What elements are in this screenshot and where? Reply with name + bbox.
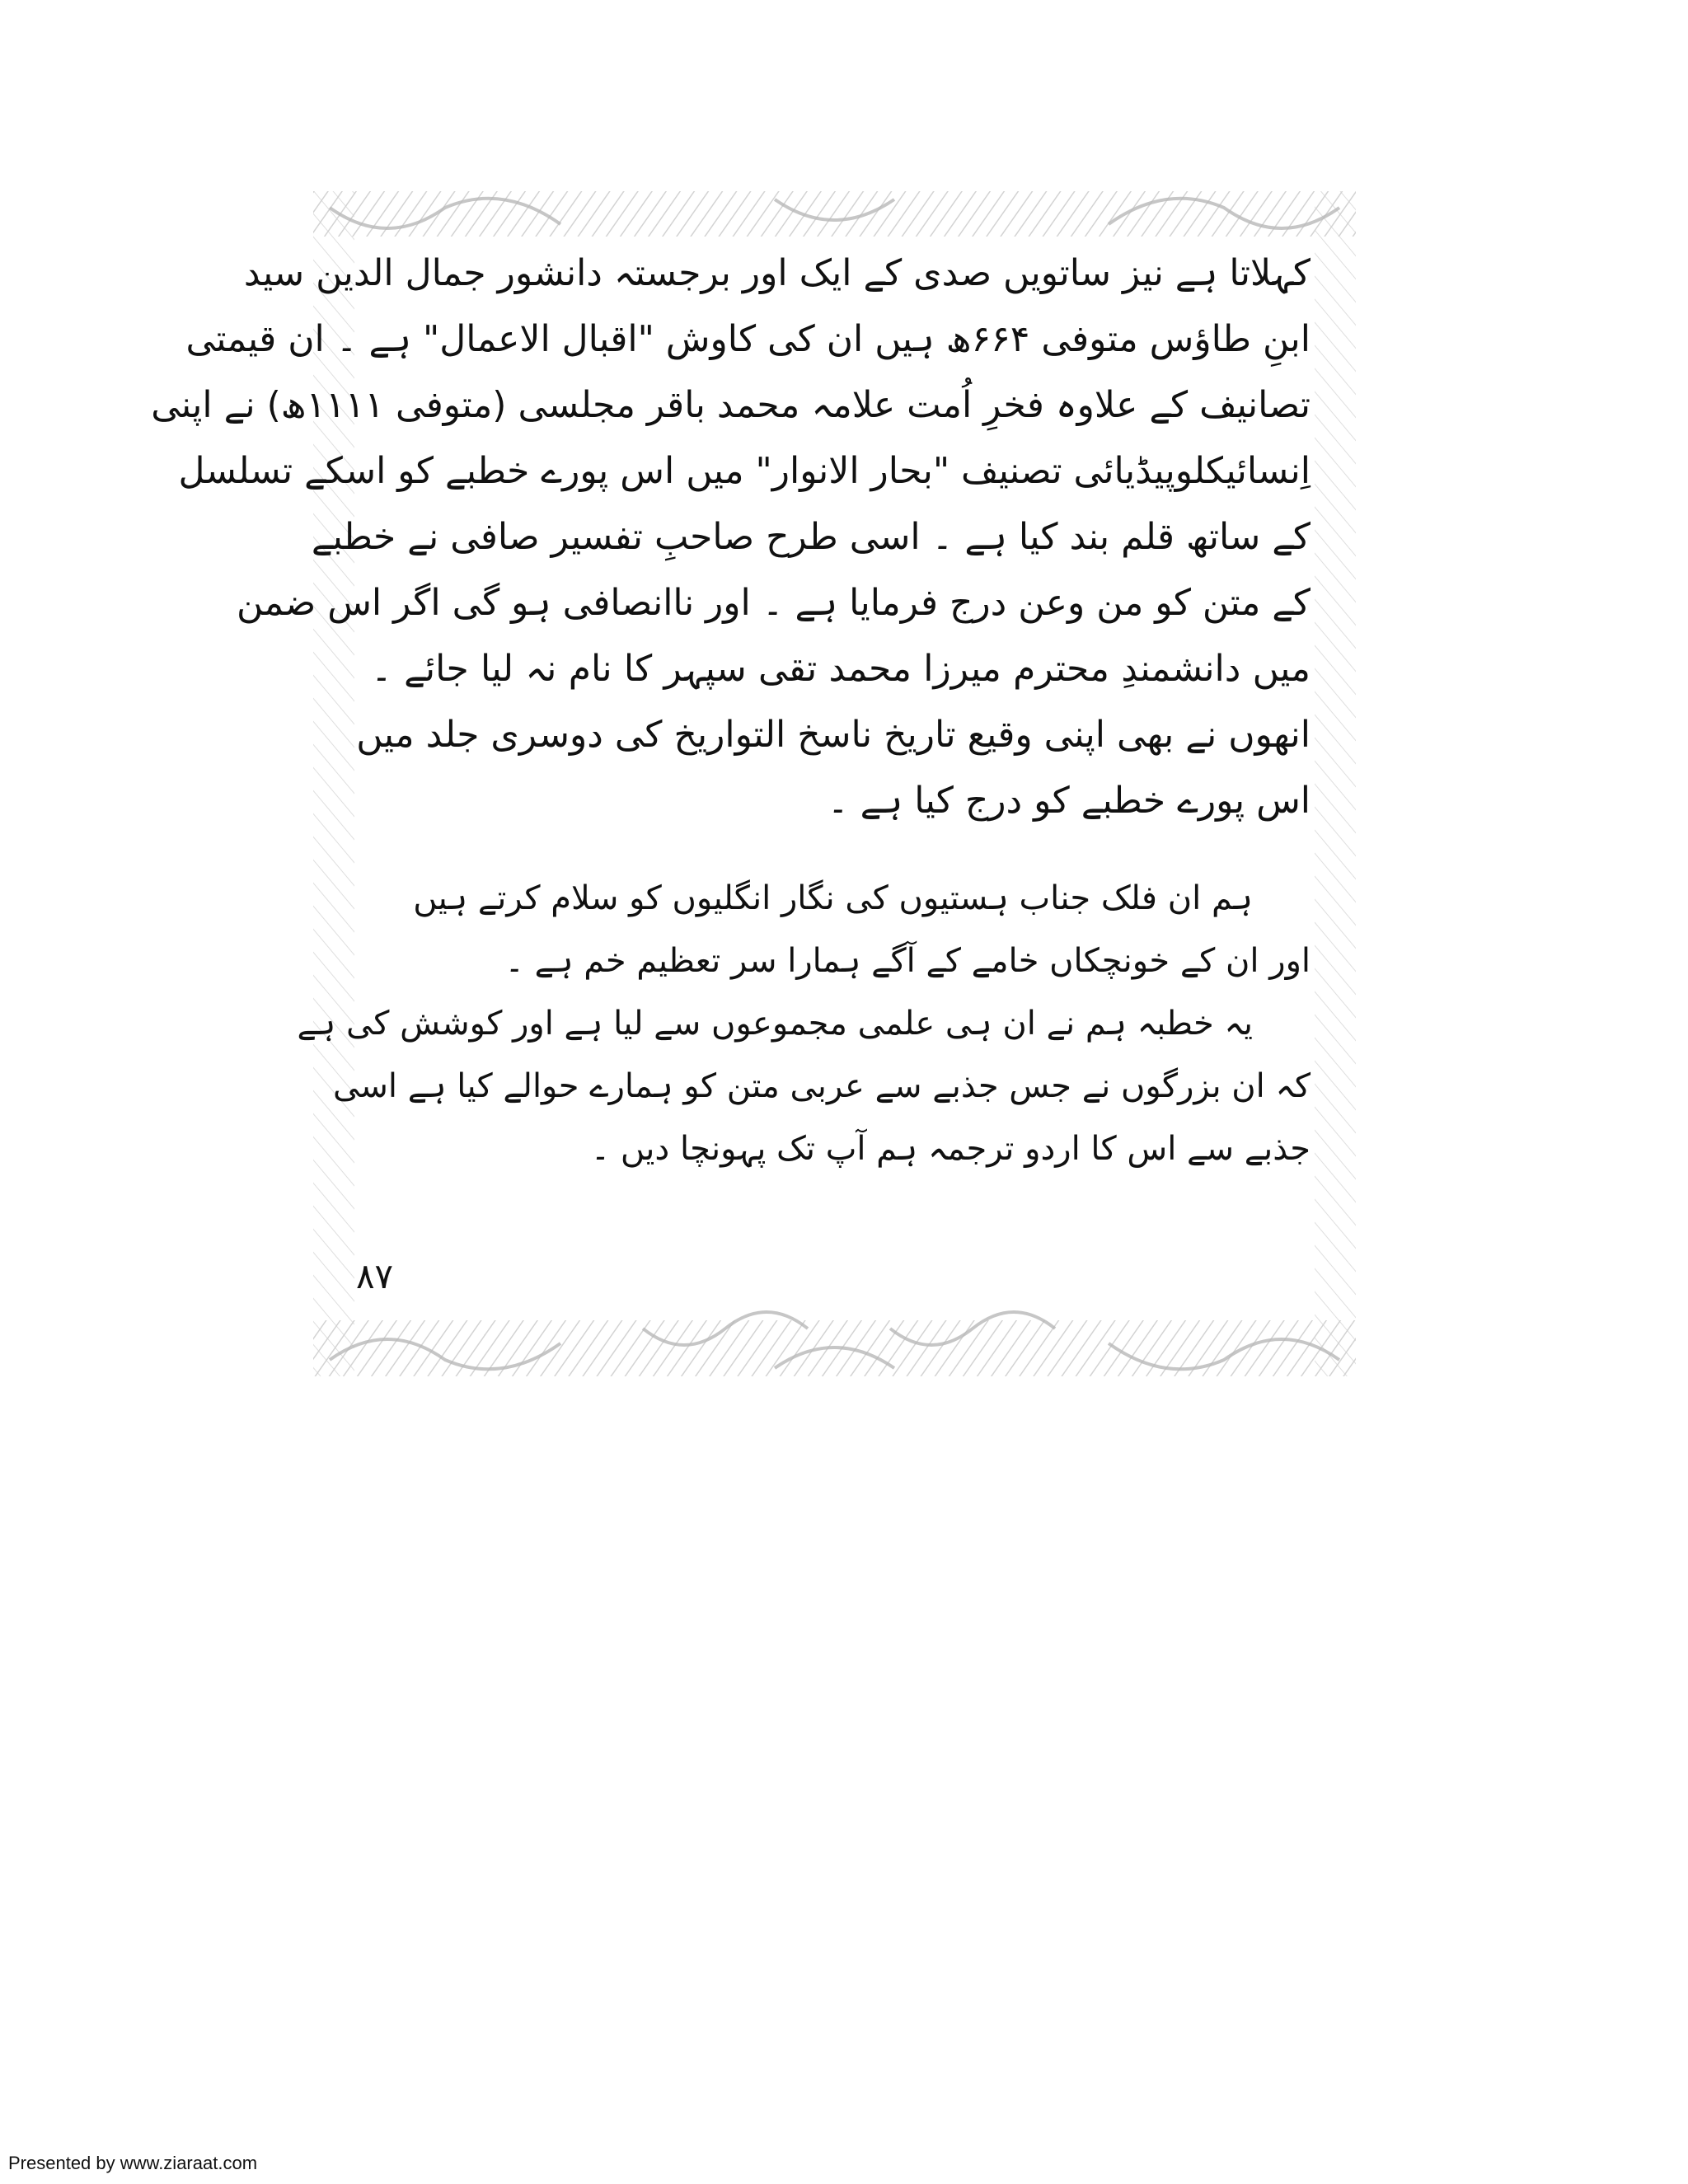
text-line: کہلاتا ہے نیز ساتویں صدی کے ایک اور برجستہ دانشور جمال الدین سید bbox=[243, 252, 1311, 294]
text-line: یہ خطبہ ہم نے ان ہی علمی مجموعوں سے لیا ہے اور کوشش کی ہے bbox=[297, 1005, 1253, 1043]
text-line: ہم ان فلک جناب ہستیوں کی نگار انگلیوں کو سلام کرتے ہیں bbox=[413, 879, 1253, 917]
text-line: میں دانشمندِ محترم میرزا محمد تقی سپہر کا نام نہ لیا جائے ۔ bbox=[371, 648, 1311, 690]
text-line: ابنِ طاؤس متوفی ۶۶۴ھ ہیں ان کی کاوش "اقبال الاعمال" ہے ۔ ان قیمتی bbox=[185, 318, 1311, 360]
footer-credit: Presented by www.ziaraat.com bbox=[8, 2153, 258, 2173]
paragraph-2 bbox=[297, 867, 1311, 1180]
text-line: اس پورے خطبے کو درج کیا ہے ۔ bbox=[827, 780, 1311, 822]
text-line: کہ ان بزرگوں نے جس جذبے سے عربی متن کو ہمارے حوالے کیا ہے اسی bbox=[333, 1067, 1311, 1105]
text-line: انھوں نے بھی اپنی وقیع تاریخ ناسخ التواریخ کی دوسری جلد میں bbox=[356, 714, 1311, 756]
text-line: اور ان کے خونچکاں خامے کے آگے ہمارا سر تعظیم خم ہے ۔ bbox=[504, 942, 1311, 980]
page-number: ۸۷ bbox=[356, 1256, 394, 1296]
text-line: تصانیف کے علاوہ فخرِ اُمت علامہ محمد باقر مجلسی (متوفی ۱۱۱۱ھ) نے اپنی bbox=[151, 384, 1311, 426]
text-line: کے ساتھ قلم بند کیا ہے ۔ اسی طرح صاحبِ تفسیر صافی نے خطبے bbox=[311, 516, 1311, 558]
paragraph-1 bbox=[151, 241, 1311, 834]
text-line: اِنسائیکلوپیڈیائی تصنیف "بحار الانوار" میں اس پورے خطبے کو اسکے تسلسل bbox=[178, 450, 1311, 492]
scanned-page bbox=[151, 191, 1356, 1376]
text-line: کے متن کو من وعن درج فرمایا ہے ۔ اور ناانصافی ہو گی اگر اس ضمن bbox=[236, 582, 1311, 624]
text-line: جذبے سے اس کا اردو ترجمہ ہم آپ تک پہونچا دیں ۔ bbox=[590, 1130, 1311, 1168]
body-text bbox=[151, 241, 1311, 1180]
